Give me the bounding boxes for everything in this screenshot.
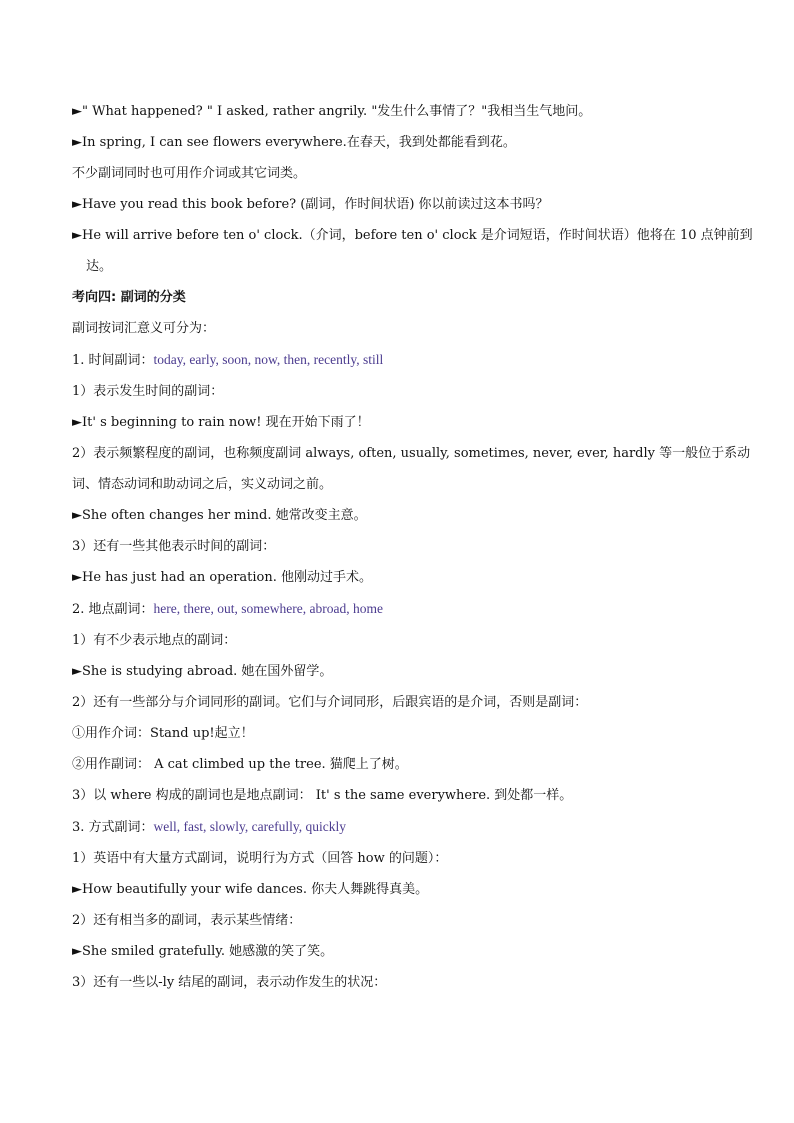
example-in-spring: ►In spring, I can see flowers everywhere.在春天，我到处都能看到花。 [72, 135, 516, 150]
example-as-adverb: ②用作副词： A cat climbed up the tree. 猫爬上了树。 [72, 757, 408, 772]
category-manner-words: well, fast, slowly, carefully, quickly [153, 819, 346, 834]
section-heading: 考向四: 副词的分类 [72, 290, 186, 305]
manner-sub-2: 2）还有相当多的副词，表示某些情绪： [72, 913, 302, 928]
document-page [72, 96, 753, 998]
example-studying-abroad: ►She is studying abroad. 她在国外留学。 [72, 664, 333, 679]
place-sub-2: 2）还有一些部分与介词同形的副词。它们与介词同形，后跟宾语的是介词，否则是副词： [72, 695, 588, 710]
category-place-words: here, there, out, somewhere, abroad, home [153, 601, 383, 616]
manner-sub-1: 1）英语中有大量方式副词，说明行为方式（回答 how 的问题）： [72, 851, 448, 866]
category-place-label: 2. 地点副词： [72, 602, 154, 617]
time-sub-3: 3）还有一些其他表示时间的副词： [72, 539, 276, 554]
category-time-label: 1. 时间副词： [72, 353, 154, 368]
place-sub-3: 3）以 where 构成的副词也是地点副词： It' s the same everywhere. 到处都一样。 [72, 788, 573, 803]
time-sub-1: 1）表示发生时间的副词： [72, 384, 224, 399]
example-as-preposition: ①用作介词：Stand up!起立！ [72, 726, 254, 741]
category-time-words: today, early, soon, now, then, recently, still [153, 352, 384, 367]
category-place-adverbs [72, 593, 732, 625]
manner-sub-3: 3）还有一些以-ly 结尾的副词，表示动作发生的状况： [72, 975, 387, 990]
category-manner-adverbs [72, 811, 732, 843]
example-rain-now: ►It' s beginning to rain now! 现在开始下雨了！ [72, 415, 370, 430]
example-have-you-read: ►Have you read this book before? (副词，作时间状语) 你以前读过这本书吗？ [72, 197, 549, 212]
note-other-word-classes: 不少副词同时也可用作介词或其它词类。 [72, 166, 307, 181]
time-sub-2-cont: 词、情态动词和助动词之后，实义动词之前。 [72, 477, 333, 492]
classification-intro: 副词按词汇意义可分为： [72, 321, 216, 336]
category-manner-label: 3. 方式副词： [72, 820, 154, 835]
example-smiled-gratefully: ►She smiled gratefully. 她感激的笑了笑。 [72, 944, 334, 959]
example-arrive-before: ►He will arrive before ten o' clock.（介词，before ten o' clock 是介词短语，作时间状语）他将在 10 点钟前到 [72, 228, 753, 243]
place-sub-1: 1）有不少表示地点的副词： [72, 633, 237, 648]
example-wife-dances: ►How beautifully your wife dances. 你夫人舞跳得真美。 [72, 882, 429, 897]
example-what-happened: ►" What happened? " I asked, rather angrily. "发生什么事情了？"我相当生气地问。 [72, 104, 592, 119]
example-changes-mind: ►She often changes her mind. 她常改变主意。 [72, 508, 367, 523]
time-sub-2: 2）表示频繁程度的副词，也称频度副词 always, often, usually, sometimes, never, ever, hardly 等一般位于系动 [72, 446, 751, 461]
example-operation: ►He has just had an operation. 他刚动过手术。 [72, 570, 373, 585]
category-time-adverbs [72, 344, 732, 376]
example-arrive-before-cont: 达。 [86, 259, 113, 274]
